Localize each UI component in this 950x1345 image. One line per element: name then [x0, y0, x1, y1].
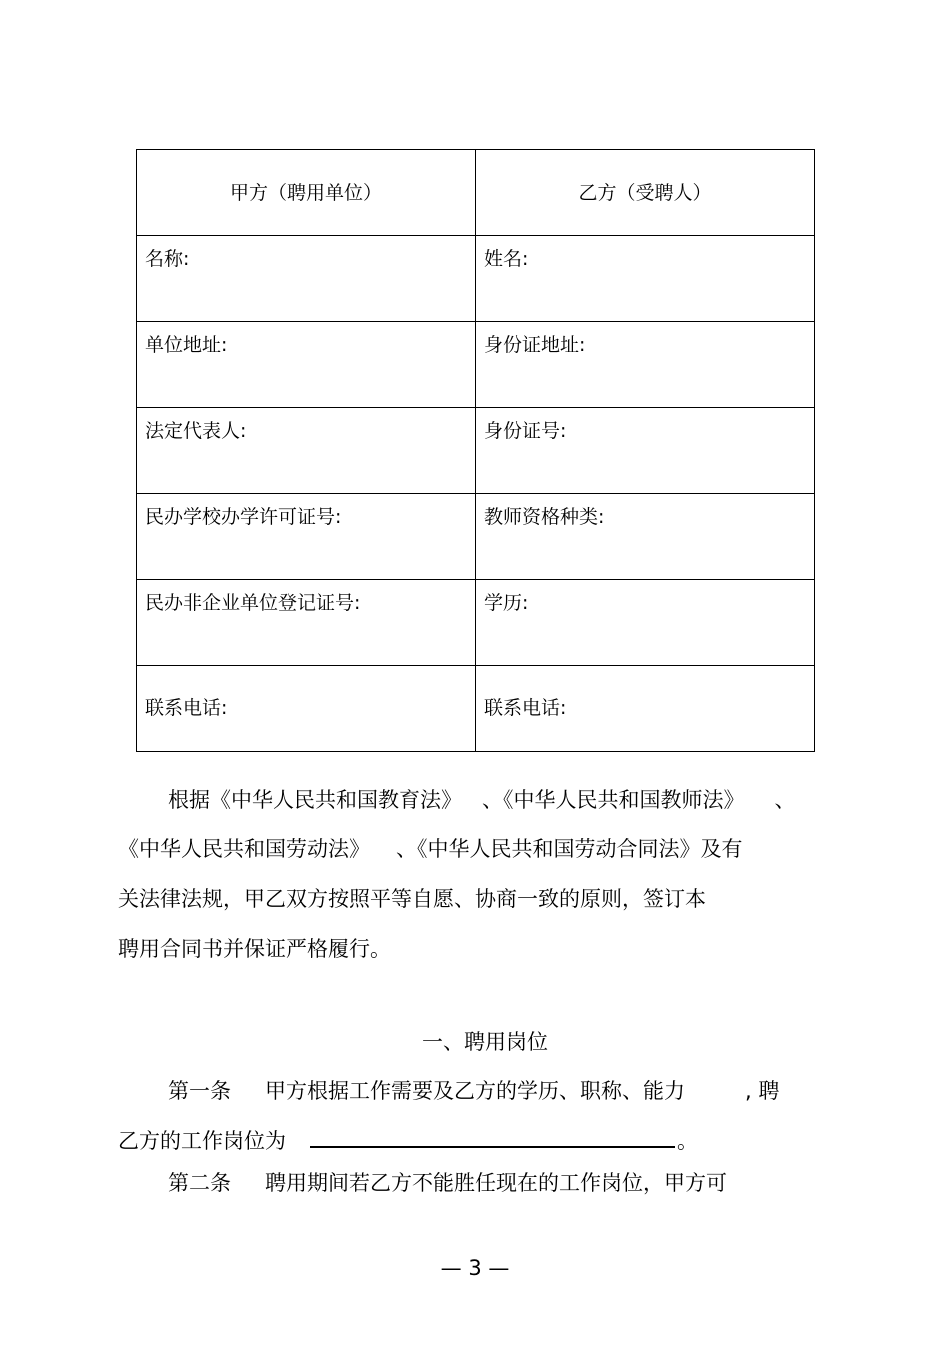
party-b-id-address-field: 身份证地址: [476, 322, 815, 408]
article-1-end: 。 [677, 1129, 698, 1153]
page-number: — 3 — [440, 1256, 510, 1280]
party-b-teacher-cert-field: 教师资格种类: [476, 494, 815, 580]
preamble-teachers-law: 、《中华人民共和国教师法》 [482, 788, 745, 812]
position-blank-line [310, 1126, 675, 1148]
party-a-header: 甲方（聘用单位） [137, 150, 476, 236]
party-a-name-field: 名称: [137, 236, 476, 322]
table-row [137, 580, 815, 666]
party-b-education-field: 学历: [476, 580, 815, 666]
preamble-line-4: 聘用合同书并保证严格履行。 [118, 937, 391, 961]
table-row [137, 666, 815, 752]
table-row [137, 236, 815, 322]
preamble-education-law: 根据《中华人民共和国教育法》 [168, 788, 462, 812]
article-1-position-label: 乙方的工作岗位为 [118, 1129, 286, 1153]
section-title-employment-position: 一、聘用岗位 [422, 1030, 548, 1054]
party-a-phone-field: 联系电话: [137, 666, 476, 752]
party-a-address-field: 单位地址: [137, 322, 476, 408]
party-a-school-license-field: 民办学校办学许可证号: [137, 494, 476, 580]
party-b-name-field: 姓名: [476, 236, 815, 322]
table-header-row [137, 150, 815, 236]
article-1-text: 甲方根据工作需要及乙方的学历、职称、能力 [265, 1079, 685, 1103]
article-1-tail: , 聘 [745, 1079, 780, 1103]
article-2-text: 聘用期间若乙方不能胜任现在的工作岗位，甲方可 [265, 1171, 727, 1195]
article-2-line-1 [168, 1170, 727, 1196]
article-1-label: 第一条 [168, 1079, 231, 1103]
party-b-id-number-field: 身份证号: [476, 408, 815, 494]
table-row [137, 494, 815, 580]
table-row [137, 408, 815, 494]
article-1-line-1 [168, 1078, 779, 1104]
preamble-line-1 [168, 787, 796, 813]
party-b-header: 乙方（受聘人） [476, 150, 815, 236]
preamble-labor-contract-law: 、《中华人民共和国劳动合同法》及有 [396, 837, 743, 861]
parties-info-table [136, 149, 815, 752]
preamble-line-2 [118, 836, 743, 862]
party-a-legal-rep-field: 法定代表人: [137, 408, 476, 494]
article-2-label: 第二条 [168, 1171, 231, 1195]
preamble-line-3: 关法律法规，甲乙双方按照平等自愿、协商一致的原则，签订本 [118, 887, 706, 911]
party-a-registration-field: 民办非企业单位登记证号: [137, 580, 476, 666]
article-1-line-2 [118, 1126, 698, 1154]
table-row [137, 322, 815, 408]
preamble-labor-law: 《中华人民共和国劳动法》 [118, 837, 370, 861]
preamble-separator: 、 [774, 788, 796, 812]
party-b-phone-field: 联系电话: [476, 666, 815, 752]
